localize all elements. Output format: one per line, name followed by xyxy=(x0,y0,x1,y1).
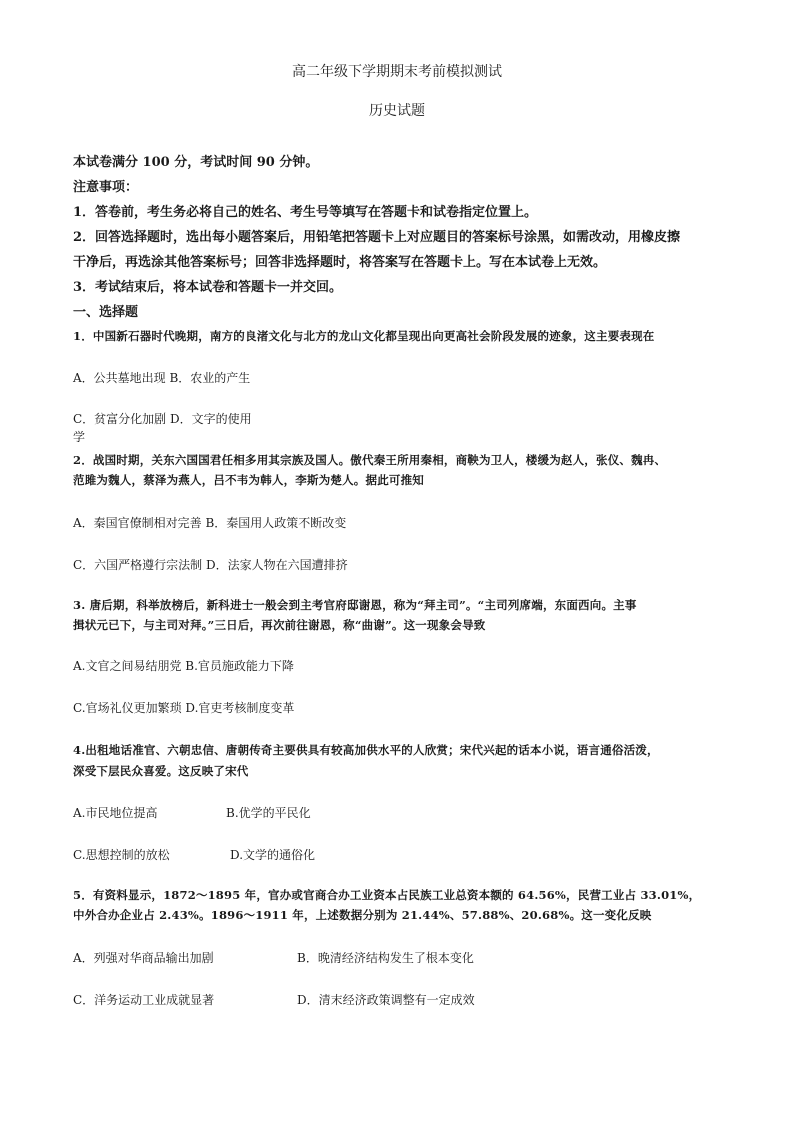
question-2-options-ab: A．秦国官僚制相对完善 B．秦国用人政策不断改变 xyxy=(73,516,347,530)
question-1-options-ab: A．公共墓地出现 B．农业的产生 xyxy=(73,371,251,385)
question-4-stem-cont: 深受下层民众喜爱。这反映了宋代 xyxy=(73,764,249,778)
page-subtitle: 历史试题 xyxy=(369,103,425,119)
notice-item-2-cont: 干净后，再选涂其他答案标号；回答非选择题时，将答案写在答题卡上。写在本试卷上无效。 xyxy=(73,255,607,270)
question-3-stem-cont: 揖状元已下，与主司对拜。”三日后，再次前往谢恩，称“曲谢”。这一现象会导致 xyxy=(73,618,486,632)
question-5-option-b: B．晚清经济结构发生了根本变化 xyxy=(297,951,474,965)
question-4-option-b: B.优学的平民化 xyxy=(226,806,311,820)
question-2-options-cd: C．六国严格遵行宗法制 D．法家人物在六国遭排挤 xyxy=(73,558,348,572)
question-4-option-c: C.思想控制的放松 xyxy=(73,848,170,862)
question-3-options-ab: A.文官之间易结朋党 B.官员施政能力下降 xyxy=(73,659,294,673)
question-3-options-cd: C.官场礼仪更加繁琐 D.官吏考核制度变革 xyxy=(73,701,295,715)
notice-item-3: 3．考试结束后，将本试卷和答题卡一并交回。 xyxy=(73,280,343,295)
question-3-stem: 3. 唐后期，科举放榜后，新科进士一般会到主考官府邸谢恩，称为“拜主司”。“主司列席端，东面西向。主事 xyxy=(73,598,637,612)
notice-heading: 注意事项： xyxy=(73,180,139,195)
question-1-stem: 1．中国新石器时代晚期，南方的良渚文化与北方的龙山文化都呈现出向更高社会阶段发展的迹象，这主要表现在 xyxy=(73,329,655,343)
notice-item-1: 1．答卷前，考生务必将自己的姓名、考生号等填写在答题卡和试卷指定位置上。 xyxy=(73,205,538,220)
question-1-options-cd: C．贫富分化加剧 D．文字的使用 xyxy=(73,412,252,426)
page-title: 高二年级下学期期末考前模拟测试 xyxy=(292,64,502,80)
question-5-option-d: D．清末经济政策调整有一定成效 xyxy=(297,993,475,1007)
score-line: 本试卷满分 100 分，考试时间 90 分钟。 xyxy=(73,155,319,170)
stray-character: 学 xyxy=(73,430,86,444)
question-2-stem: 2．战国时期，关东六国国君任相多用其宗族及国人。傲代秦王所用秦相，商鞅为卫人，楼缓为赵人，张仪、魏冉、 xyxy=(73,453,667,467)
question-2-stem-cont: 范雎为魏人，蔡泽为燕人，吕不韦为韩人，李斯为楚人。据此可推知 xyxy=(73,473,424,487)
question-4-stem: 4.出租地话准官、六朝忠信、唐朝传奇主要供具有较高加供水平的人欣赏；宋代兴起的话本小说，语言通俗活泼， xyxy=(73,743,659,757)
question-5-option-a: A．列强对华商品输出加剧 xyxy=(73,951,214,965)
question-4-option-a: A.市民地位提高 xyxy=(73,806,158,820)
section-heading: 一、选择题 xyxy=(73,305,139,320)
notice-item-2: 2．回答选择题时，选出每小题答案后，用铅笔把答题卡上对应题目的答案标号涂黑，如需改动，用橡皮擦 xyxy=(73,230,681,245)
question-5-stem: 5．有资料显示，1872～1895 年，官办或官商合办工业资本占民族工业总资本额的 64.56%，民营工业占 33.01%， xyxy=(73,888,701,902)
question-5-option-c: C．洋务运动工业成就显著 xyxy=(73,993,215,1007)
question-4-option-d: D.文学的通俗化 xyxy=(230,848,316,862)
question-5-stem-cont: 中外合办企业占 2.43%。1896～1911 年，上述数据分别为 21.44%、57.88%、20.68%。这一变化反映 xyxy=(73,908,652,922)
